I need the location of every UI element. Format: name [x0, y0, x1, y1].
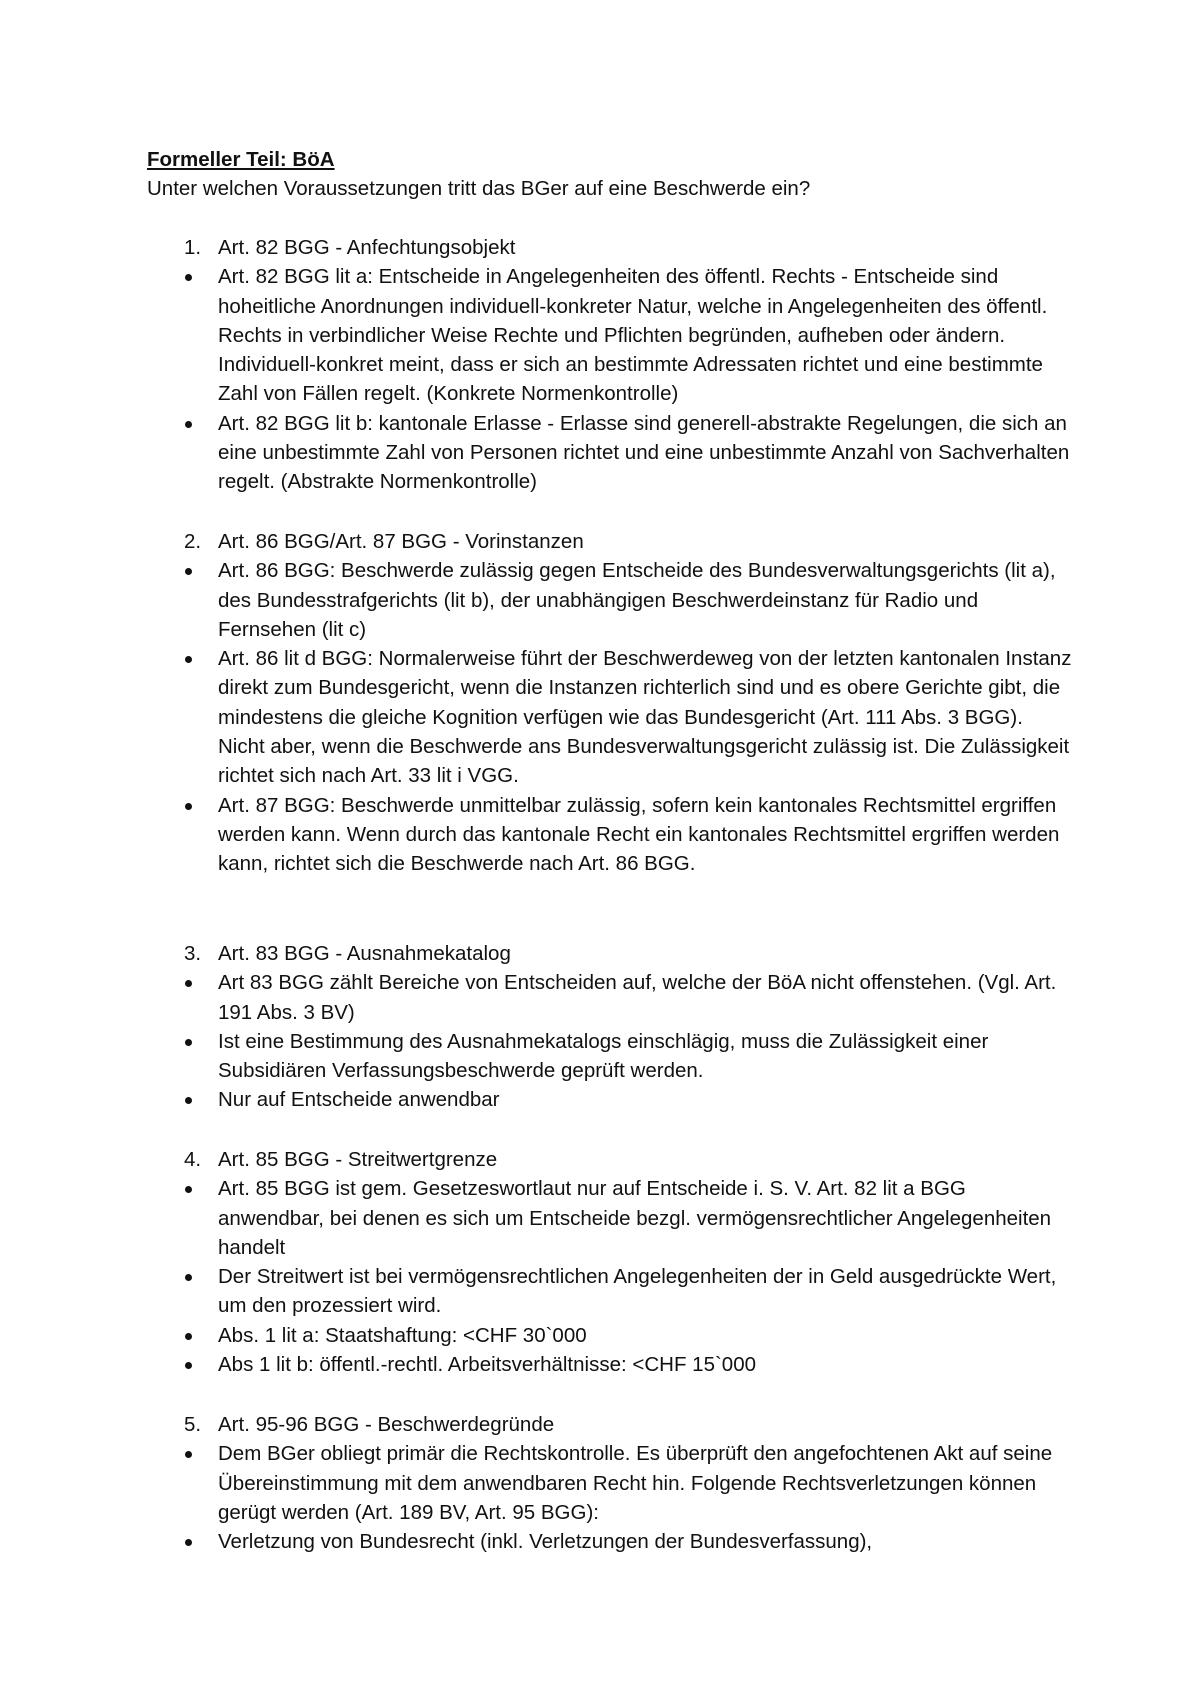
list-number: 2. — [184, 530, 202, 553]
list-number: 4. — [184, 1148, 202, 1171]
section-heading — [0, 1410, 1200, 1439]
bullet-text: Dem BGer obliegt primär die Rechtskontrolle. Es überprüft den angefochtenen Akt auf seine Übereinstimmung mit dem anwendbaren Recht hin. Folgende Rechtsverletzungen können gerügt werden (Art. 189 BV, Art. 95 BGG): — [218, 1442, 1053, 1524]
section-4 — [0, 1145, 1200, 1379]
bullet-icon — [185, 656, 192, 663]
section-title: Art. 95-96 BGG - Beschwerdegründe — [218, 1413, 555, 1436]
list-item — [0, 1174, 1073, 1262]
list-item — [0, 791, 1073, 879]
bullet-icon — [185, 1333, 192, 1340]
list-item — [0, 1350, 1073, 1379]
bullet-text: Art. 85 BGG ist gem. Gesetzeswortlaut nur auf Entscheide i. S. V. Art. 82 lit a BGG anwendbar, bei denen es sich um Entscheide bezgl. vermögensrechtlicher Angelegenheiten handelt — [218, 1177, 1052, 1259]
section-title: Art. 82 BGG - Anfechtungsobjekt — [218, 236, 516, 259]
list-item — [0, 262, 1073, 408]
bullet-icon — [185, 803, 192, 810]
section-heading — [0, 1145, 1200, 1174]
section-heading — [0, 527, 1200, 556]
list-number: 5. — [184, 1413, 202, 1436]
bullet-text: Abs. 1 lit a: Staatshaftung: <CHF 30`000 — [218, 1323, 587, 1347]
section-3 — [0, 939, 1200, 1115]
section-title: Art. 83 BGG - Ausnahmekatalog — [218, 942, 511, 965]
bullet-text: Art 83 BGG zählt Bereiche von Entscheiden auf, welche der BöA nicht offenstehen. (Vgl. Art. 191 Abs. 3 BV) — [218, 971, 1057, 1024]
list-item — [0, 1027, 1073, 1086]
bullet-text: Ist eine Bestimmung des Ausnahmekatalogs einschlägig, muss die Zulässigkeit einer Subsidiären Verfassungsbeschwerde geprüft werden. — [218, 1029, 989, 1083]
section-1 — [0, 233, 1200, 497]
document-title: Formeller Teil: BöA — [147, 148, 335, 171]
bullet-icon — [185, 568, 192, 575]
list-item — [0, 1527, 1073, 1556]
list-item — [0, 409, 1073, 497]
bullet-list — [0, 1174, 1200, 1379]
bullet-list — [0, 262, 1200, 496]
bullet-list — [0, 556, 1200, 878]
bullet-icon — [185, 274, 192, 281]
bullet-text: Art. 87 BGG: Beschwerde unmittelbar zulässig, sofern kein kantonales Rechtsmittel ergriffen werden kann. Wenn durch das kantonale Recht ein kantonales Rechtsmittel ergriffen werden kann, richtet sich die Beschwerde nach Art. 86 BGG. — [218, 793, 1060, 876]
bullet-icon — [185, 1451, 192, 1458]
list-item — [0, 1085, 1073, 1114]
section-5 — [0, 1410, 1200, 1556]
list-item — [0, 968, 1073, 1027]
bullet-icon — [185, 980, 192, 987]
bullet-icon — [185, 1097, 192, 1104]
bullet-text: Art. 82 BGG lit a: Entscheide in Angelegenheiten des öffentl. Rechts - Entscheide sind hoheitliche Anordnungen individuell-konkreter Natur, welche in Angelegenheiten des öffentl. Rechts in verbindlicher Weise Rechte und Pflichten begründen, aufheben oder ändern. Individuell-konkret meint, dass er sich an bestimmte Adressaten richtet und eine bestimmte Zahl von Fällen regelt. (Konkrete Normenkontrolle) — [218, 265, 1048, 406]
bullet-icon — [185, 421, 192, 428]
bullet-list — [0, 968, 1200, 1114]
section-title: Art. 85 BGG - Streitwertgrenze — [218, 1148, 498, 1171]
section-heading — [0, 233, 1200, 262]
bullet-text: Der Streitwert ist bei vermögensrechtlichen Angelegenheiten der in Geld ausgedrückte Wert, um den prozessiert wird. — [218, 1265, 1057, 1318]
bullet-text: Verletzung von Bundesrecht (inkl. Verletzungen der Bundesverfassung), — [218, 1530, 873, 1554]
list-number: 1. — [184, 236, 202, 259]
bullet-text: Art. 86 lit d BGG: Normalerweise führt der Beschwerdeweg von der letzten kantonalen Instanz direkt zum Bundesgericht, wenn die Instanzen richterlich sind und es obere Gerichte gibt, die mindestens die gleiche Kognition verfügen wie das Bundesgericht (Art. 111 Abs. 3 BGG). Nicht aber, wenn die Beschwerde ans Bundesverwaltungsgericht zulässig ist. Die Zulässigkeit richtet sich nach Art. 33 lit i VGG. — [218, 647, 1072, 788]
bullet-text: Abs 1 lit b: öffentl.-rechtl. Arbeitsverhältnisse: <CHF 15`000 — [218, 1353, 757, 1377]
list-number: 3. — [184, 942, 202, 965]
bullet-icon — [185, 1539, 192, 1546]
bullet-icon — [185, 1362, 192, 1369]
bullet-icon — [185, 1039, 192, 1046]
bullet-text: Nur auf Entscheide anwendbar — [218, 1088, 500, 1112]
bullet-text: Art. 82 BGG lit b: kantonale Erlasse - Erlasse sind generell-abstrakte Regelungen, die sich an eine unbestimmte Zahl von Personen richtet und eine unbestimmte Anzahl von Sachverhalten regelt. (Abstrakte Normenkontrolle) — [218, 411, 1070, 494]
document-question: Unter welchen Voraussetzungen tritt das BGer auf eine Beschwerde ein? — [147, 177, 811, 200]
bullet-text: Art. 86 BGG: Beschwerde zulässig gegen Entscheide des Bundesverwaltungsgerichts (lit a), des Bundesstrafgerichts (lit b), der unabhängigen Beschwerdeinstanz für Radio und Fernsehen (lit c) — [218, 559, 1056, 641]
section-2 — [0, 527, 1200, 879]
list-item — [0, 1439, 1073, 1527]
section-heading — [0, 939, 1200, 968]
bullet-icon — [185, 1274, 192, 1281]
list-item — [0, 556, 1073, 644]
list-item — [0, 1321, 1073, 1350]
bullet-list — [0, 1439, 1200, 1556]
list-item — [0, 644, 1073, 790]
bullet-icon — [185, 1186, 192, 1193]
list-item — [0, 1262, 1073, 1321]
section-title: Art. 86 BGG/Art. 87 BGG - Vorinstanzen — [218, 530, 584, 553]
